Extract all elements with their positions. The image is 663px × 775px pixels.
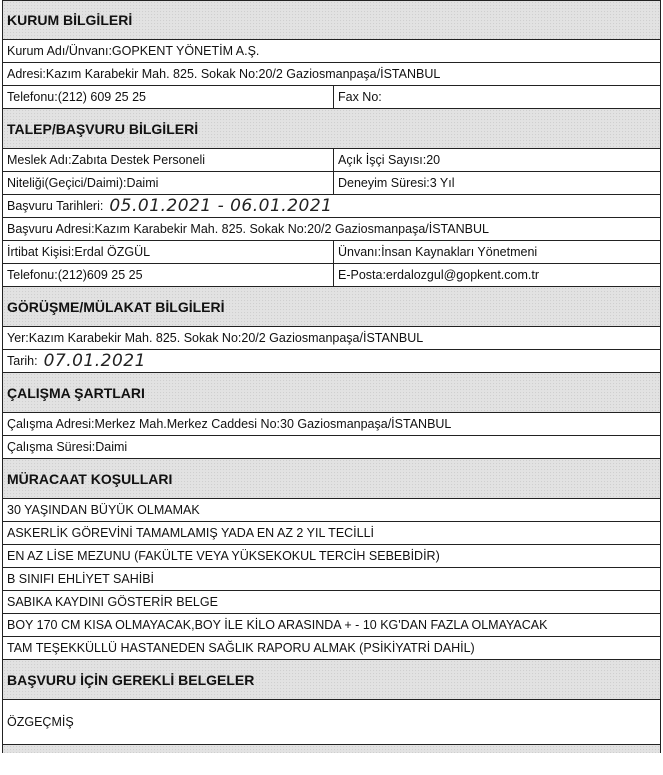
section-title: TALEP/BAŞVURU BİLGİLERİ [7,120,199,137]
kurum-adi: Kurum Adı/Ünvanı:GOPKENT YÖNETİM A.Ş. [7,44,260,58]
form-row [3,350,660,373]
condition-item [3,614,660,637]
gorusme-tarih [3,350,660,372]
section-title: ÇALIŞMA ŞARTLARI [7,384,145,401]
form-row [3,86,660,109]
basvuru-adresi: Başvuru Adresi:Kazım Karabekir Mah. 825. Sokak No:20/2 Gaziosmanpaşa/İSTANBUL [7,222,489,236]
form-row [3,40,660,63]
form-row [3,413,660,436]
unvan: Ünvanı:İnsan Kaynakları Yönetmeni [338,245,538,259]
form-row [3,264,660,287]
section-title: KURUM BİLGİLERİ [7,12,133,28]
condition-item [3,522,660,545]
condition-text: ASKERLİK GÖREVİNİ TAMAMLAMIŞ YADA EN AZ 2 YIL TECİLLİ [7,526,375,540]
condition-item [3,545,660,568]
basvuru-tarihleri-handwritten: 05.01.2021 - 06.01.2021 [109,196,333,216]
kurum-telefon: Telefonu:(212) 609 25 25 [3,86,334,108]
form-row [3,436,660,459]
condition-item [3,637,660,660]
irtibat-kisisi: İrtibat Kişisi:Erdal ÖZGÜL [3,241,334,263]
form-row [3,172,660,195]
section-header-calisma [3,373,660,413]
condition-text: SABIKA KAYDINI GÖSTERİR BELGE [7,595,218,609]
e-posta: E-Posta:erdalozgul@gopkent.com.tr [338,268,539,282]
condition-text: B SINIFI EHLİYET SAHİBİ [7,572,155,586]
gorusme-yer: Yer:Kazım Karabekir Mah. 825. Sokak No:20/2 Gaziosmanpaşa/İSTANBUL [7,331,424,345]
condition-text: TAM TEŞEKKÜLLÜ HASTANEDEN SAĞLIK RAPORU ALMAK (PSİKİYATRİ DAHİL) [7,641,475,655]
basvuru-tarihleri-label: Başvuru Tarihleri: [7,199,104,213]
section-title: GÖRÜŞME/MÜLAKAT BİLGİLERİ [7,298,225,315]
section-title: BAŞVURU İÇİN GEREKLİ BELGELER [7,671,255,688]
form-row [3,327,660,350]
form-row [3,195,660,218]
gorusme-tarih-handwritten: 07.01.2021 [43,351,146,371]
next-section-stub [3,745,660,753]
section-header-muracaat [3,459,660,499]
section-title: MÜRACAAT KOŞULLARI [7,470,173,487]
condition-item [3,568,660,591]
condition-text: BOY 170 CM KISA OLMAYACAK,BOY İLE KİLO ARASINDA + - 10 KG'DAN FAZLA OLMAYACAK [7,618,548,632]
form-row [3,149,660,172]
meslek-adi: Meslek Adı:Zabıta Destek Personeli [3,149,334,171]
form-row [3,63,660,86]
application-form [2,0,661,753]
form-row [3,241,660,264]
basvuru-tarihleri [3,195,660,217]
section-header-gorusme [3,287,660,327]
section-header-belgeler [3,660,660,700]
condition-text: 30 YAŞINDAN BÜYÜK OLMAMAK [7,503,200,517]
document-item [3,700,660,745]
section-header-kurum [3,0,660,40]
gorusme-tarih-label: Tarih: [7,354,38,368]
niteligi: Niteliği(Geçici/Daimi):Daimi [3,172,334,194]
calisma-adresi: Çalışma Adresi:Merkez Mah.Merkez Caddesi No:30 Gaziosmanpaşa/İSTANBUL [7,417,452,431]
document-text: ÖZGEÇMİŞ [7,715,74,729]
acik-isci-sayisi: Açık İşçi Sayısı:20 [338,153,441,167]
kurum-fax: Fax No: [338,90,382,104]
calisma-suresi: Çalışma Süresi:Daimi [7,440,128,454]
condition-item [3,499,660,522]
form-row [3,218,660,241]
condition-item [3,591,660,614]
talep-telefon: Telefonu:(212)609 25 25 [3,264,334,286]
condition-text: EN AZ LİSE MEZUNU (FAKÜLTE VEYA YÜKSEKOKUL TERCİH SEBEBİDİR) [7,549,440,563]
deneyim-suresi: Deneyim Süresi:3 Yıl [338,176,455,190]
section-header-talep [3,109,660,149]
kurum-adres: Adresi:Kazım Karabekir Mah. 825. Sokak No:20/2 Gaziosmanpaşa/İSTANBUL [7,67,441,81]
